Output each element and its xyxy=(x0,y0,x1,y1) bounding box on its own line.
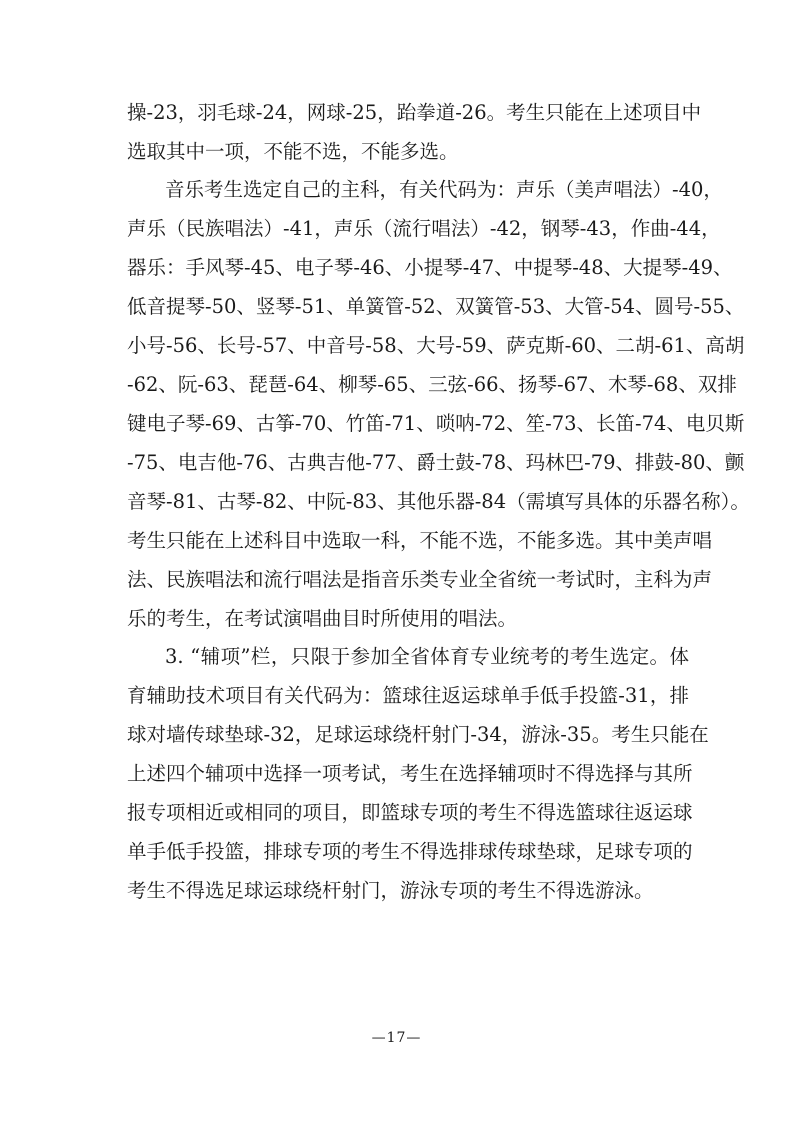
body-text-line: 音乐考生选定自己的主科，有关代码为：声乐（美声唱法）-40， xyxy=(165,178,723,201)
body-text-line: 小号-56、长号-57、中音号-58、大号-59、萨克斯-60、二胡-61、高胡 xyxy=(127,334,745,357)
body-text-line: 球对墙传球垫球-32，足球运球绕杆射门-34，游泳-35。考生只能在 xyxy=(127,723,709,746)
body-text-line: 操-23，羽毛球-24，网球-25，跆拳道-26。考生只能在上述项目中 xyxy=(127,101,702,124)
body-text-line: 法、民族唱法和流行唱法是指音乐类专业全省统一考试时，主科为声 xyxy=(127,568,713,591)
body-text-line: 考生只能在上述科目中选取一科，不能不选，不能多选。其中美声唱 xyxy=(127,529,713,552)
body-text-line: 考生不得选足球运球绕杆射门，游泳专项的考生不得选游泳。 xyxy=(127,879,654,902)
body-text-line: -75、电吉他-76、古典吉他-77、爵士鼓-78、玛林巴-79、排鼓-80、颤 xyxy=(127,451,745,474)
body-text-line: 3. “辅项”栏，只限于参加全省体育专业统考的考生选定。体 xyxy=(165,645,689,668)
page-number: —17— xyxy=(371,1030,422,1046)
body-text-line: 选取其中一项，不能不选，不能多选。 xyxy=(127,140,459,163)
body-text-line: 声乐（民族唱法）-41，声乐（流行唱法）-42，钢琴-43，作曲-44， xyxy=(127,217,721,240)
body-text-line: 器乐：手风琴-45、电子琴-46、小提琴-47、中提琴-48、大提琴-49、 xyxy=(127,256,733,279)
body-text-line: 育辅助技术项目有关代码为：篮球往返运球单手低手投篮-31，排 xyxy=(127,684,689,707)
body-text-line: -62、阮-63、琵琶-64、柳琴-65、三弦-66、扬琴-67、木琴-68、双排 xyxy=(127,373,737,396)
body-text-line: 音琴-81、古琴-82、中阮-83、其他乐器-84（需填写具体的乐器名称）。 xyxy=(127,490,750,513)
body-text-line: 低音提琴-50、竖琴-51、单簧管-52、双簧管-53、大管-54、圆号-55、 xyxy=(127,295,745,318)
body-text-line: 上述四个辅项中选择一项考试，考生在选择辅项时不得选择与其所 xyxy=(127,762,693,785)
body-text-line: 乐的考生，在考试演唱曲目时所使用的唱法。 xyxy=(127,607,518,630)
body-text-line: 报专项相近或相同的项目，即篮球专项的考生不得选篮球往返运球 xyxy=(127,801,693,824)
body-text-line: 单手低手投篮，排球专项的考生不得选排球传球垫球，足球专项的 xyxy=(127,840,693,863)
body-text-line: 键电子琴-69、古筝-70、竹笛-71、唢呐-72、笙-73、长笛-74、电贝斯 xyxy=(127,412,745,435)
